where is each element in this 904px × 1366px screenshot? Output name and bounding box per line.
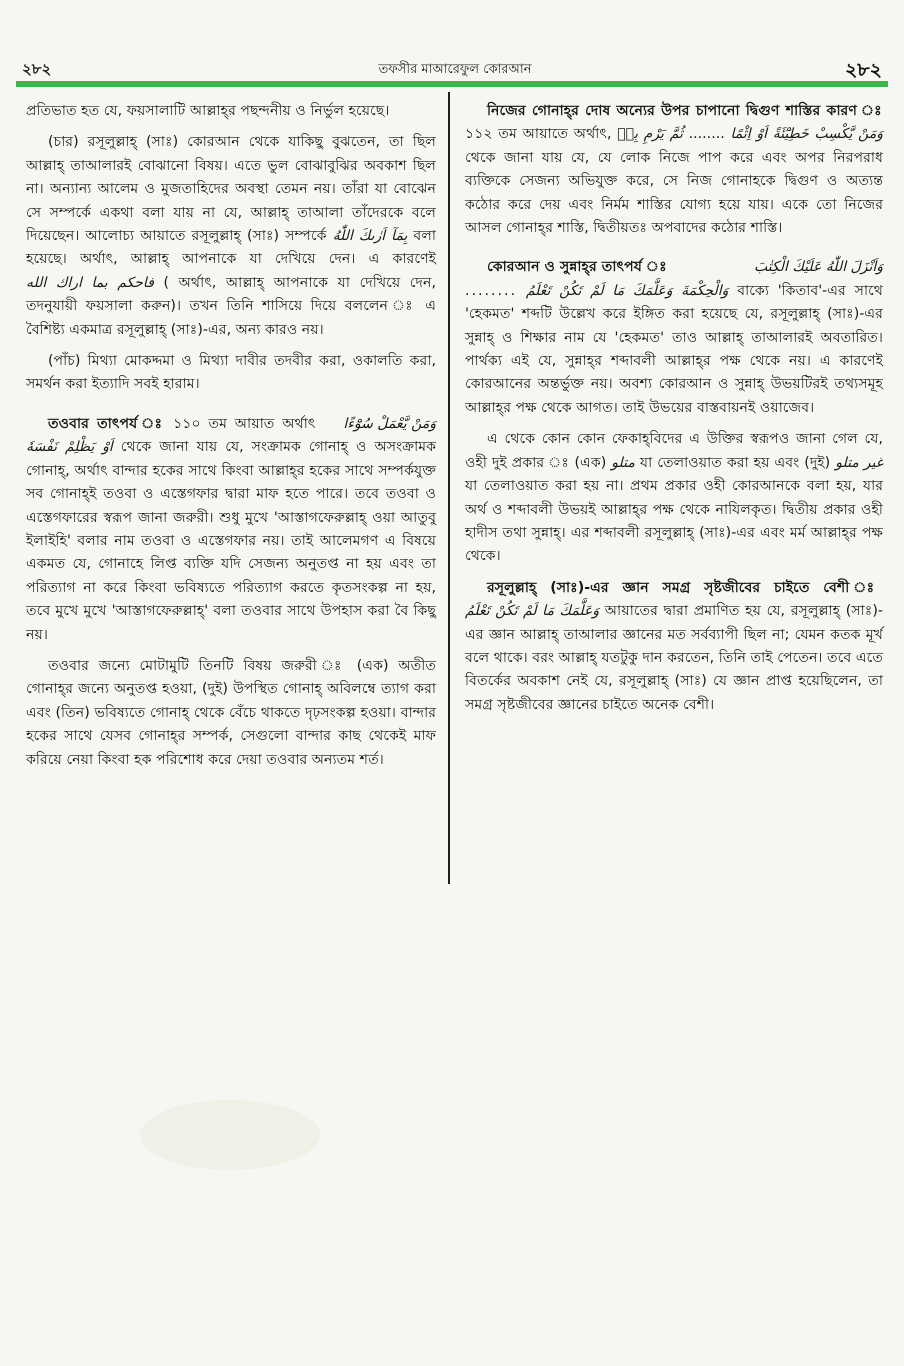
arabic-quote: اَوْ يَظْلِمْ نَفْسَهٗ [26, 439, 113, 456]
paragraph-text: প্রতিভাত হত যে, ফয়সালাটি আল্লাহ্‌র পছন্দনীয় ও নির্ভুল হয়েছে। [26, 103, 390, 119]
paragraph-text: (পাঁচ) মিথ্যা মোকদ্দমা ও মিথ্যা দাবীর তদবীর করা, ওকালতি করা, সমর্থন করা ইত্যাদি সবই হারাম। [26, 353, 436, 393]
paragraph-text: 'হেকমত' শব্দটি উল্লেখ করে ইঙ্গিত করা হয়েছে যে, রসূলুল্লাহ্ (সাঃ)-এর সুন্নাহ্ ও শিক্ষার নাম যে 'হেকমত' তাও আল্লাহ্ তাআলারই অবতারিত। পার্থক্য এই যে, সুন্নাহ্‌র শব্দাবলী আল্লাহ্‌র পক্ষ থেকে নয়। এ কারণেই কোরআনের অন্তর্ভুক্ত নয়। অবশ্য কোরআন ও সুন্নাহ্ উভয়টিরই তথ্যসমূহ আল্লাহ্‌র পক্ষ থেকে আগত। তাই উভয়ের বাস্তবায়নই ওয়াজেব। [465, 306, 883, 416]
paragraph-text: তওবার জন্যে মোটামুটি তিনটি বিষয় জরুরী ঃ (এক) অতীত গোনাহ্‌র জন্যে অনুতপ্ত হওয়া, (দুই) উপস্থিত গোনাহ্ অবিলম্বে ত্যাগ করা এবং (তিন) ভবিষ্যতে গোনাহ্ থেকে বেঁচে থাকতে দৃঢ়সংকল্প হওয়া। বান্দার হকের সাথে যেসব গোনাহ্‌র সম্পর্ক, সেগুলো বান্দার কাছ থেকেই মাফ করিয়ে নেয়া কিংবা হক পরিশোধ করে দেয়া তওবার অন্যতম শর্ত। [26, 657, 436, 768]
right-page-number: ২৮২ [844, 59, 882, 81]
section-heading: নিজের গোনাহ্‌র দোষ অন্যের উপর চাপানো দ্বিগুণ শাস্তির কারণ ঃ [487, 103, 883, 119]
section-blame [465, 100, 883, 240]
paragraph-text: ১১২ তম আয়াতে অর্থাৎ, [465, 126, 612, 143]
paragraph-text: থেকে জানা যায় যে, যে লোক নিজে পাপ করে এবং অপর নিরপরাধ ব্যক্তিকে সেজন্য অভিযুক্ত করে, সে নিজ গোনাহকে দ্বিগুণ ও অত্যন্ত কঠোর করে দেয় এবং নির্মম শাস্তির যোগ্য হয়ে যায়। একে তো নিজের আসল গোনাহ্‌র শাস্তি, দ্বিতীয়তঃ অপবাদের কঠোর শাস্তি। [465, 149, 883, 237]
paragraph [465, 428, 883, 568]
arabic-quote: وَمَنْ يَّعْمَلْ سُوْٓءًا [343, 415, 436, 432]
paragraph [26, 350, 436, 397]
paragraph-text: যা তেলাওয়াত করা হয় এবং (দুই) [639, 454, 831, 471]
paragraph-text: ১১০ তম আয়াত অর্থাৎ [173, 415, 316, 432]
arabic-quote: وَمَنْ يَّكْسِبْ خَطِيْٓئَةً اَوْ اِثْمًا [730, 126, 883, 143]
arabic-quote: فاحكم بما اراك الله [26, 274, 154, 291]
paragraph-text: (সাঃ)-এর জ্ঞান আল্লাহ্ তাআলার জ্ঞানের মত সর্বব্যাপী ছিল না; যেমন কতক মূর্খ বলে থাকে। বরং আল্লাহ্ যতটুকু দান করতেন, তিনি তাই পেতেন। তবে এতে বিতর্কের অবকাশ নেই যে, রসূলুল্লাহ্ (সাঃ) যে জ্ঞান প্রাপ্ত হয়েছিলেন, তা সমগ্র সৃষ্টজীবের জ্ঞানের চাইতে অনেক বেশী। [465, 603, 883, 713]
right-column [465, 100, 883, 725]
column-divider [448, 92, 450, 884]
ellipsis: ........ [688, 126, 725, 143]
paragraph-text: যা তেলাওয়াত করা হয় না। প্রথম প্রকার ওহী কোরআনকে বলা হয়, যার অর্থ ও শব্দাবলী উভয়ই আল্লাহ্‌র পক্ষ থেকে নাযিলকৃত। দ্বিতীয় প্রকার ওহী হাদীস তথা সুন্নাহ্। এর শব্দাবলী রসূলুল্লাহ্ (সাঃ)-এর এবং মর্ম আল্লাহ্‌র পক্ষ থেকে। [465, 478, 883, 565]
paragraph [26, 100, 436, 123]
arabic-term: غير متلو [835, 454, 884, 471]
arabic-quote: ثُمَّ يَرْمِ بِهٖ [617, 126, 683, 143]
left-page-number: ২৮২ [22, 60, 52, 78]
arabic-quote: وَاَنْزَلَ اللّٰهُ عَلَيْكَ الْكِتٰبَ [754, 259, 883, 276]
section-heading: রসূলুল্লাহ্ (সাঃ)-এর জ্ঞান সমগ্র সৃষ্টজীবের চাইতে বেশী ঃ [487, 579, 883, 596]
section-heading: কোরআন ও সুন্নাহ্‌র তাৎপর্য ঃ [487, 259, 667, 276]
arabic-term: متلو [611, 454, 635, 471]
arabic-quote: وَعَلَّمَكَ مَا لَمْ تَكُنْ تَعْلَمُ [465, 603, 600, 620]
paragraph-text: (চার) রসূলুল্লাহ্ (সাঃ) কোরআন থেকে যাকিছু বুঝতেন, তা ছিল আল্লাহ্ তাআলারই বোঝানো বিষয়। এতে ভুল বোঝাবুঝির অবকাশ ছিল না। অন্যান্য আলেম ও মুজতাহিদের অবস্থা তেমন নয়। তাঁরা যা বোঝেন সে সম্পর্কে একথা বলা যায় না যে, আল্লাহ্ তাআলা তাঁদেরকে বলে দিয়েছেন। আলোচ্য আয়াতে রসূলুল্লাহ্ (সাঃ) সম্পর্কে [26, 134, 436, 245]
section-quran-sunnah [465, 256, 883, 420]
section-knowledge [465, 577, 883, 717]
paper-stain [140, 1100, 320, 1170]
paragraph-text: আয়াতের দ্বারা প্রমাণিত হয় যে, রসূলুল্লাহ্ [604, 603, 841, 620]
paragraph-text: বাক্যে 'কিতাব'-এর সাথে [737, 282, 883, 299]
paragraph-text: থেকে জানা যায় যে, সংক্রামক গোনাহ্ ও অসংক্রামক গোনাহ্, অর্থাৎ বান্দার হকের সাথে কিংবা আল্লাহ্‌র হকের সাথে সম্পর্কযুক্ত সব গোনাহ্‌ই তওবা ও এস্তেগফার দ্বারা মাফ হতে পারে। তবে তওবা ও এস্তেগফারের স্বরূপ জানা জরুরী। শুধু মুখে 'আস্তাগফেরুল্লাহ্ ওয়া আতুবু ইলাইহি' বলার নাম তওবা ও এস্তেগফার নয়। তাই আলেমগণ এ বিষয়ে একমত যে, গোনাহে লিপ্ত ব্যক্তি যদি সেজন্য অনুতপ্ত না হয় এবং তা পরিত্যাগ না করে কিংবা ভবিষ্যতে পরিত্যাগ করতে কৃতসংকল্প না হয়, তবে মুখে মুখে 'আস্তাগফেরুল্লাহ্' বলা তওবার সাথে উপহাস করা বৈ কিছু নয়। [26, 439, 436, 643]
arabic-quote: وَالْحِكْمَةَ وَعَلَّمَكَ مَا لَمْ تَكُنْ تَعْلَمُ [525, 282, 729, 299]
paragraph [26, 655, 436, 772]
ellipsis: ........ [465, 282, 518, 299]
section-heading: তওবার তাৎপর্য ঃ [48, 415, 166, 432]
arabic-quote: بِمَآ اَرٰىكَ اللّٰهُ [332, 228, 408, 245]
left-column [26, 100, 436, 780]
paragraph-text: ( অর্থাৎ, আল্লাহ্ আপনাকে যা দেখিয়ে দেন, তদনুযায়ী ফয়সালা করুন)। তখন তিনি শাসিয়ে দিয়ে বললেন ঃ এ বৈশিষ্ট্য একমাত্র রসূলুল্লাহ্ (সাঃ)-এর, অন্য কারও নয়। [26, 274, 436, 338]
page-header [0, 0, 904, 90]
header-rule [16, 81, 888, 87]
book-title: তফসীর মাআরেফুল কোরআন [378, 62, 532, 77]
paragraph-text: এ থেকে কোন কোন ফেকাহ্‌বিদের এ উক্তির স্বরূপও জানা গেল যে, ওহী দুই প্রকার ঃ (এক) [465, 431, 883, 471]
section-tawba [26, 413, 436, 647]
paragraph [26, 131, 436, 342]
paragraph-text: বলা হয়েছে। অর্থাৎ, আল্লাহ্ আপনাকে যা দেখিয়ে দেন। এ কারণেই [26, 228, 437, 268]
